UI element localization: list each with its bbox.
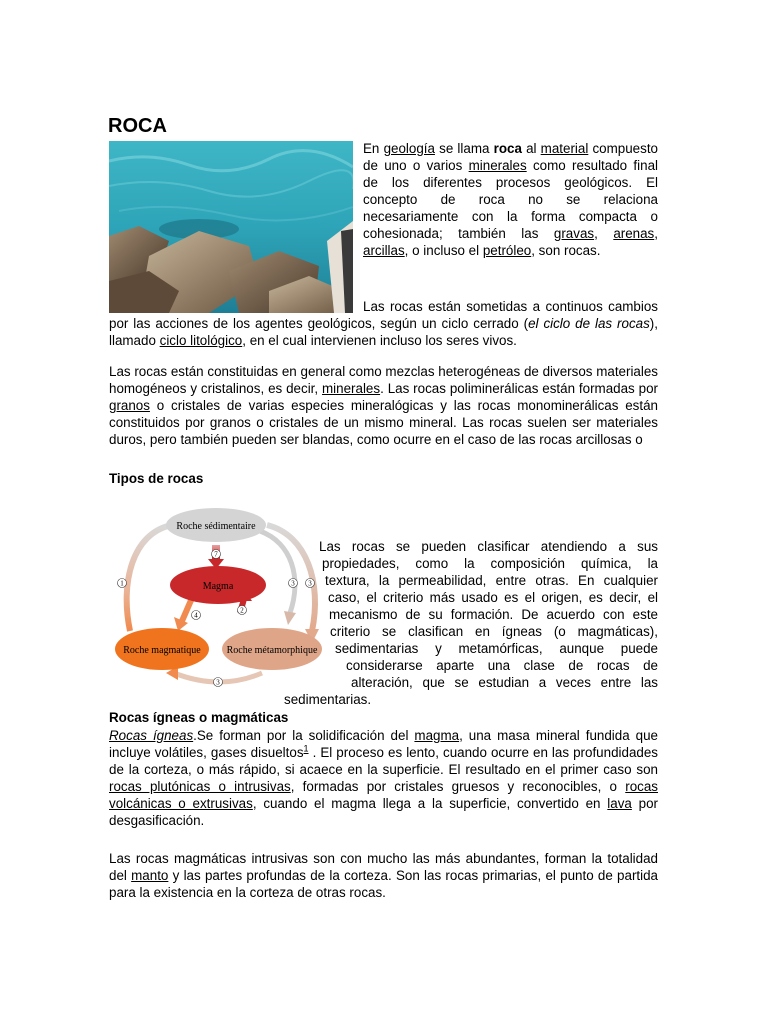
text-line: criterio se clasifican en ígneas (o magmáticas),	[330, 624, 658, 639]
link-material[interactable]: material	[540, 141, 589, 156]
link-rocas-volcanicas[interactable]: rocas volcánicas o extrusivas	[109, 779, 658, 811]
link-manto[interactable]: manto	[131, 868, 169, 883]
heading-tipos-de-rocas: Tipos de rocas	[109, 471, 204, 486]
page-title: ROCA	[108, 115, 167, 137]
label-roche-sedimentaire: Roche sédimentaire	[176, 521, 256, 532]
link-petroleo[interactable]: petróleo	[482, 243, 532, 258]
link-gravas[interactable]: gravas	[553, 226, 595, 241]
link-rocas-plutonicas[interactable]: rocas plutónicas o intrusivas	[109, 779, 291, 794]
link-rocas-igneas[interactable]: Rocas ígneas	[109, 728, 194, 743]
cycle-number-2: 2	[240, 606, 244, 615]
cycle-number-4: 4	[194, 611, 198, 620]
text-line: Las rocas se pueden clasificar atendiendo a sus	[319, 539, 658, 554]
link-minerales[interactable]: minerales	[468, 158, 527, 173]
intro-paragraph: En geología se llama roca al material compuesto de uno o varios minerales como resultado final de los diferentes procesos geológicos. El concepto de roca no se relaciona necesariamente con la forma compacta o cohesionada; también las gravas, arenas, arcillas, o incluso el petróleo, son rocas.	[363, 141, 658, 258]
bold-roca: roca	[493, 141, 522, 156]
paragraph-rocas-igneas: Rocas ígneas.Se forman por la solidificación del magma, una masa mineral fundida que incluye volátiles, gases disueltos$^1$ . El proceso es lento, cuando ocurre en las profundidades de la corteza, o más rápido, si acaece en la superficie. El resultado en el primer caso son rocas plutónicas o intrusivas, formadas por cristales gruesos y reconocibles, o rocas volcánicas o extrusivas, cuando el magma llega a la superficie, convertido en lava por desgasificación.	[109, 728, 659, 828]
heading-rocas-igneas: Rocas ígneas o magmáticas	[109, 710, 289, 725]
cycle-number-3-b: 3	[308, 579, 312, 588]
label-magma: Magma	[202, 581, 234, 592]
link-lava[interactable]: lava	[607, 796, 632, 811]
link-minerales-2[interactable]: minerales	[322, 381, 381, 396]
paragraph-constitucion: Las rocas están constituidas en general como mezclas heterogéneas de diversos materiales homogéneos y cristalinos, es decir, minerales. Las rocas poliminerálicas están formadas por granos o cristales de varias especies mineralógicas y las rocas monominerálicas están constituidos por granos o cristales de un mismo mineral. Las rocas suelen ser materiales duros, pero también pueden ser blandas, como ocurre en el caso de las rocas arcillosas o	[109, 364, 659, 447]
rock-sea-photo	[109, 141, 353, 313]
link-geologia[interactable]: geología	[383, 141, 435, 156]
cycle-number-7: 7	[214, 550, 218, 559]
text-line: mecanismo de su formación. De acuerdo con este	[329, 607, 658, 622]
paragraph-intrusivas: Las rocas magmáticas intrusivas son con mucho las más abundantes, forman la totalidad del manto y las partes profundas de la corteza. Son las rocas primarias, el punto de partida para la existencia en la corteza de otras rocas.	[109, 851, 658, 900]
text-line: propiedades, como la composición química, la	[322, 556, 658, 571]
ciclo-italic: el ciclo de las rocas	[528, 316, 650, 331]
label-roche-metamorphique: Roche métamorphique	[226, 645, 318, 656]
text-line: considerarse aparte una clase de rocas de	[346, 658, 658, 673]
text-line: caso, el criterio más usado es el origen, es decir, el	[328, 590, 658, 605]
link-arenas[interactable]: arenas	[613, 226, 655, 241]
paragraph-clasificacion	[284, 538, 658, 708]
label-roche-magmatique: Roche magmatique	[123, 645, 201, 656]
cycle-number-3-c: 3	[216, 678, 220, 687]
text-line: alteración, que se estudian a veces entre las	[351, 675, 658, 690]
link-magma[interactable]: magma	[414, 728, 460, 743]
paragraph-ciclo: Las rocas están sometidas a continuos cambios por las acciones de los agentes geológicos, según un ciclo cerrado (el ciclo de las rocas), llamado ciclo litológico, en el cual intervienen incluso los seres vivos.	[109, 299, 658, 348]
arrow-left-arc	[127, 525, 172, 631]
link-granos[interactable]: granos	[109, 398, 150, 413]
text-line: sedimentarias.	[284, 692, 372, 707]
text-line: textura, la permeabilidad, entre otras. En cualquier	[325, 573, 658, 588]
footnote-1[interactable]: 1	[303, 743, 309, 754]
link-arcillas[interactable]: arcillas	[363, 243, 405, 258]
text-line: sedimentarias y metamórficas, aunque puede	[335, 641, 658, 656]
link-ciclo-litologico[interactable]: ciclo litológico	[159, 333, 243, 348]
cycle-number-3-a: 3	[291, 579, 295, 588]
cycle-number-1: 1	[120, 579, 124, 588]
